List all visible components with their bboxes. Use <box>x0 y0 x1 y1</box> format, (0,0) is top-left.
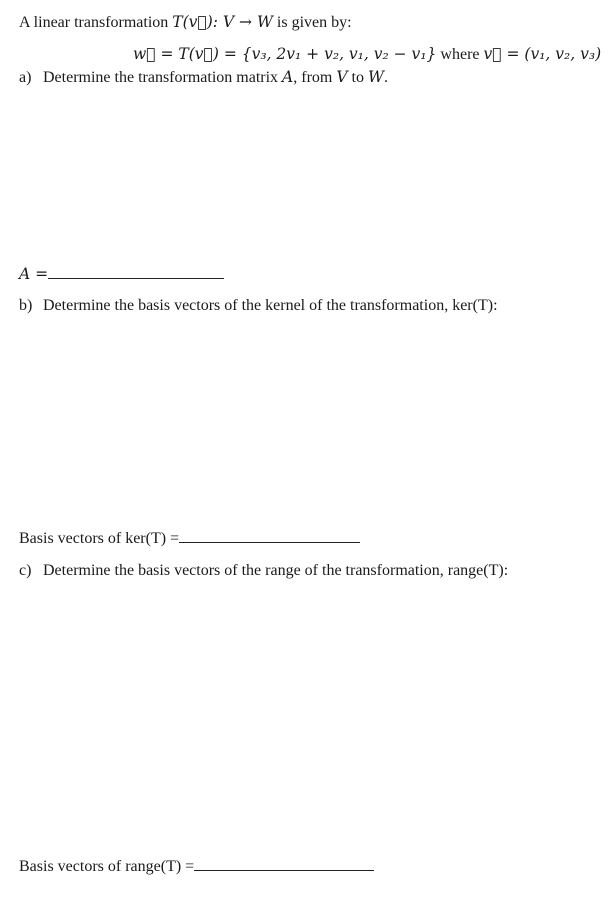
part-a-text-end: . <box>383 69 388 86</box>
equation-line <box>133 44 601 65</box>
part-a-answer-label: A = <box>19 265 49 283</box>
part-c-answer <box>19 855 374 877</box>
part-b-label: b) <box>19 297 33 314</box>
part-c-question <box>19 561 508 581</box>
intro-line <box>19 12 352 33</box>
intro-text: A linear transformation <box>19 14 173 31</box>
part-b-math: ker(T) <box>452 297 494 314</box>
part-c-text-end: : <box>503 562 509 579</box>
part-a-text: Determine the transformation matrix <box>43 69 283 86</box>
part-b-text-end: : <box>493 297 498 314</box>
part-b-question <box>19 296 498 316</box>
intro-map-math: T(v⃗): V → W <box>172 13 273 31</box>
part-c-math: range(T) <box>447 562 504 579</box>
part-c-label: c) <box>19 562 32 579</box>
part-c-answer-label: Basis vectors of range(T) = <box>19 858 195 875</box>
part-a-sym-v: V <box>336 68 348 86</box>
part-a-text-mid: , from <box>293 69 337 86</box>
equation-definition: w⃗ = T(v⃗) = {v₃, 2v₁ + v₂, v₁, v₂ − v₁} <box>133 45 437 63</box>
part-a-text-to: to <box>347 69 368 86</box>
part-b-answer <box>19 527 360 549</box>
part-a-answer-blank[interactable] <box>48 263 224 279</box>
part-b-text: Determine the basis vectors of the kernel of the transformation, <box>43 297 453 314</box>
part-a-sym-w: W <box>368 68 384 86</box>
part-b-answer-label: Basis vectors of ker(T) = <box>19 530 180 547</box>
equation-vector-def: v⃗ = (v₁, v₂, v₃) <box>483 45 602 63</box>
part-a-label: a) <box>19 69 32 86</box>
intro-text-end: is given by: <box>272 14 352 31</box>
part-a-sym-a: A <box>282 68 294 86</box>
part-c-answer-blank[interactable] <box>194 855 374 871</box>
part-a-question <box>19 67 388 88</box>
part-b-answer-blank[interactable] <box>179 527 360 543</box>
part-c-text: Determine the basis vectors of the range of the transformation, <box>43 562 448 579</box>
equation-where: where <box>436 46 484 63</box>
part-a-answer <box>19 263 224 285</box>
